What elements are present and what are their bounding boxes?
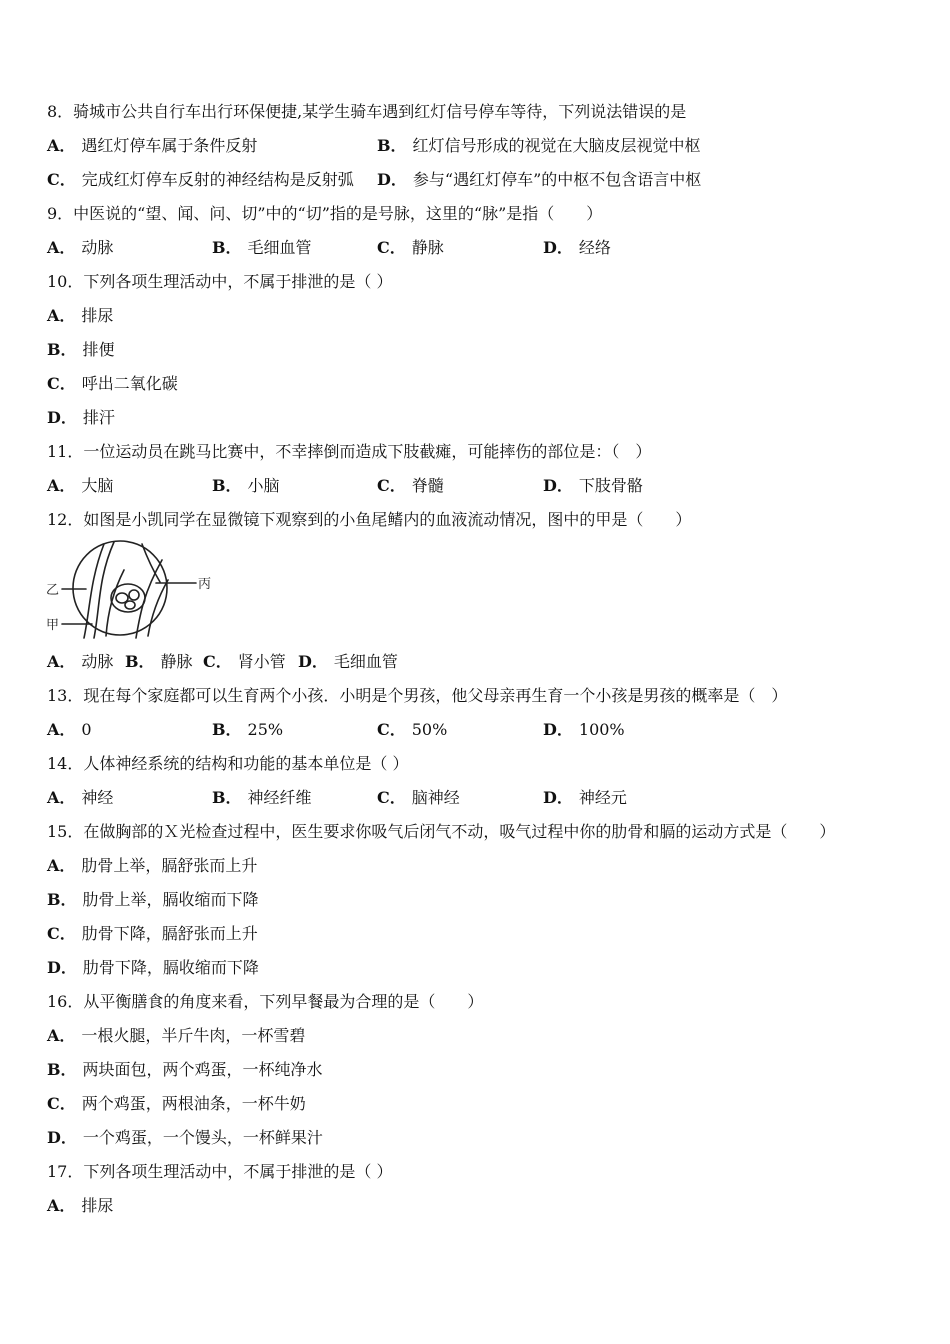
q13-option-b[interactable]: B． 25% [212, 720, 284, 739]
figure-label-bing: 丙 [198, 577, 212, 592]
q10-option-c[interactable]: C． 呼出二氧化碳 [47, 374, 178, 393]
q14-option-a[interactable]: A． 神经 [47, 788, 114, 807]
q15-option-b[interactable]: B． 肋骨上举，膈收缩而下降 [47, 890, 259, 909]
question-8-stem: 8．骑城市公共自行车出行环保便捷,某学生骑车遇到红灯信号停车等待，下列说法错误的是 [47, 102, 687, 121]
blood-flow-microscope-figure [44, 540, 214, 640]
q12-option-b[interactable]: B． 静脉 [125, 652, 193, 671]
q16-option-a[interactable]: A． 一根火腿，半斤牛肉，一杯雪碧 [47, 1026, 306, 1045]
question-16-stem: 16．从平衡膳食的角度来看，下列早餐最为合理的是（ ） [47, 992, 484, 1011]
q12-option-d[interactable]: D． 毛细血管 [298, 652, 398, 671]
q8-option-c[interactable]: C． 完成红灯停车反射的神经结构是反射弧 [47, 170, 354, 189]
q8-option-a[interactable]: A． 遇红灯停车属于条件反射 [47, 136, 258, 155]
q9-option-a[interactable]: A． 动脉 [47, 238, 114, 257]
q9-option-c[interactable]: C． 静脉 [377, 238, 444, 257]
question-13-stem: 13．现在每个家庭都可以生育两个小孩．小明是个男孩，他父母亲再生育一个小孩是男孩的概率是（ ） [47, 686, 788, 705]
vessel-right-2 [148, 580, 168, 636]
q14-option-c[interactable]: C． 脑神经 [377, 788, 460, 807]
question-14-stem: 14．人体神经系统的结构和功能的基本单位是（ ） [47, 754, 409, 773]
figure-label-jia: 甲 [46, 618, 60, 633]
question-11-stem: 11．一位运动员在跳马比赛中，不幸摔倒而造成下肢截瘫，可能摔伤的部位是：（ ） [47, 442, 652, 461]
q16-option-c[interactable]: C． 两个鸡蛋，两根油条，一杯牛奶 [47, 1094, 306, 1113]
q11-option-a[interactable]: A． 大脑 [47, 476, 114, 495]
question-10-stem: 10．下列各项生理活动中，不属于排泄的是（ ） [47, 272, 393, 291]
q10-option-a[interactable]: A． 排尿 [47, 306, 114, 325]
question-17-stem: 17．下列各项生理活动中，不属于排泄的是（ ） [47, 1162, 393, 1181]
q16-option-d[interactable]: D． 一个鸡蛋，一个馒头，一杯鲜果汁 [47, 1128, 323, 1147]
q11-option-c[interactable]: C． 脊髓 [377, 476, 444, 495]
q9-option-d[interactable]: D． 经络 [543, 238, 611, 257]
cell-2 [129, 590, 139, 600]
q14-option-b[interactable]: B． 神经纤维 [212, 788, 312, 807]
q11-option-d[interactable]: D． 下肢骨骼 [543, 476, 643, 495]
figure-label-yi: 乙 [46, 583, 60, 598]
q13-option-a[interactable]: A． 0 [47, 720, 92, 739]
vessel-left-2 [94, 542, 114, 638]
q12-option-a[interactable]: A． 动脉 [47, 652, 114, 671]
q14-option-d[interactable]: D． 神经元 [543, 788, 627, 807]
q10-option-d[interactable]: D． 排汗 [47, 408, 115, 427]
q17-option-a[interactable]: A． 排尿 [47, 1196, 114, 1215]
q15-option-a[interactable]: A． 肋骨上举，膈舒张而上升 [47, 856, 258, 875]
q10-option-b[interactable]: B． 排便 [47, 340, 115, 359]
question-15-stem: 15．在做胸部的Ｘ光检查过程中，医生要求你吸气后闭气不动，吸气过程中你的肋骨和膈的运动方式是（ ） [47, 822, 836, 841]
q11-option-b[interactable]: B． 小脑 [212, 476, 280, 495]
q15-option-c[interactable]: C． 肋骨下降，膈舒张而上升 [47, 924, 258, 943]
q15-option-d[interactable]: D． 肋骨下降，膈收缩而下降 [47, 958, 259, 977]
vessel-top-right [142, 544, 160, 582]
q13-option-d[interactable]: D． 100% [543, 720, 625, 739]
q9-option-b[interactable]: B． 毛细血管 [212, 238, 312, 257]
q13-option-c[interactable]: C． 50% [377, 720, 448, 739]
q16-option-b[interactable]: B． 两块面包，两个鸡蛋，一杯纯净水 [47, 1060, 323, 1079]
q8-option-d[interactable]: D． 参与“遇红灯停车”的中枢不包含语言中枢 [377, 170, 702, 189]
cell-3 [125, 601, 135, 609]
q8-option-b[interactable]: B． 红灯信号形成的视觉在大脑皮层视觉中枢 [377, 136, 701, 155]
question-12-stem: 12．如图是小凯同学在显微镜下观察到的小鱼尾鳍内的血液流动情况，图中的甲是（ ） [47, 510, 692, 529]
question-9-stem: 9．中医说的“望、闻、问、切”中的“切”指的是号脉，这里的“脉”是指（ ） [47, 204, 603, 223]
q12-option-c[interactable]: C． 肾小管 [203, 652, 286, 671]
